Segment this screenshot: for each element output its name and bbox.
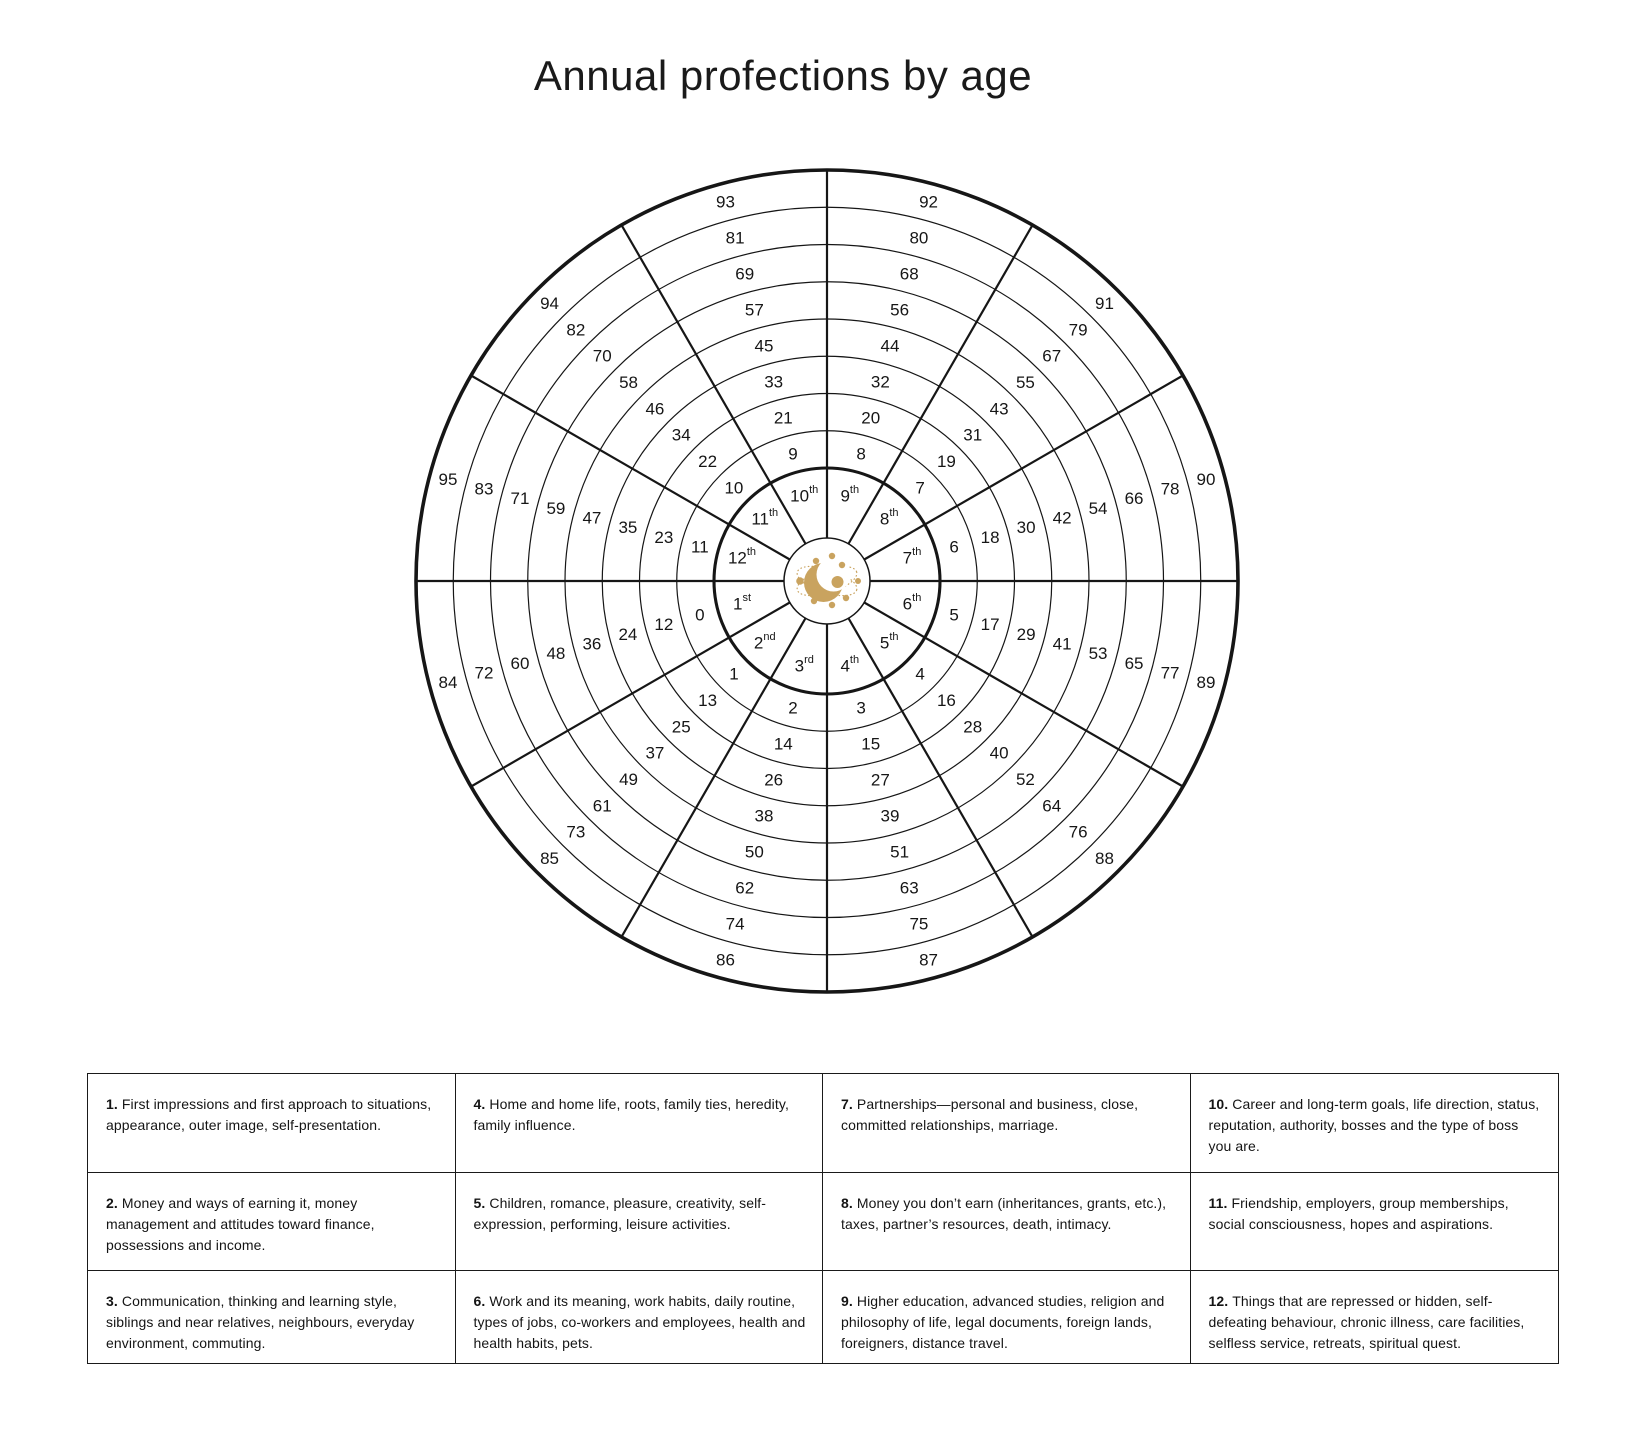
cell-number: 5. (473, 1195, 486, 1211)
house-label: 12th (727, 546, 757, 568)
house-label: 5th (879, 631, 899, 653)
age-label: 27 (870, 770, 890, 790)
cell-number: 11. (1208, 1195, 1228, 1211)
houses-table (87, 1073, 1559, 1364)
age-label: 9 (788, 444, 798, 464)
age-label: 65 (1124, 653, 1144, 673)
age-label: 94 (540, 294, 560, 314)
age-label: 0 (695, 605, 705, 625)
age-label: 87 (919, 950, 939, 970)
age-label: 13 (698, 690, 718, 710)
age-label: 17 (980, 615, 1000, 635)
age-label: 8 (856, 444, 866, 464)
age-label: 22 (698, 452, 718, 472)
house-label: 7th (902, 546, 922, 568)
table-cell-9 (823, 1271, 1191, 1363)
cell-text: Money you don’t earn (inheritances, grants, etc.), taxes, partner’s resources, death, intimacy. (841, 1195, 1167, 1232)
age-label: 70 (592, 346, 612, 366)
orbit-dot (829, 602, 835, 608)
house-label: 1st (732, 591, 752, 614)
age-label: 29 (1016, 624, 1036, 644)
table-cell-7 (823, 1074, 1191, 1173)
age-label: 28 (963, 717, 983, 737)
table-cell-11 (1191, 1173, 1559, 1271)
house-label: 4th (840, 654, 860, 676)
age-label: 73 (566, 822, 586, 842)
house-label: 8th (879, 506, 899, 529)
age-label: 5 (949, 605, 959, 625)
cell-number: 9. (841, 1293, 853, 1309)
orbit-dot (796, 577, 804, 585)
age-label: 38 (754, 806, 774, 826)
age-label: 58 (619, 373, 639, 393)
age-label: 83 (474, 479, 494, 499)
age-label: 50 (744, 842, 764, 862)
table-cell-10 (1191, 1074, 1559, 1173)
age-label: 85 (540, 848, 560, 868)
age-label: 60 (510, 653, 530, 673)
cell-number: 6. (473, 1293, 486, 1309)
age-label: 81 (725, 228, 745, 248)
age-label: 19 (936, 452, 956, 472)
cell-number: 10. (1208, 1096, 1229, 1112)
cell-text: Home and home life, roots, family ties, heredity, family influence. (473, 1096, 789, 1133)
age-label: 21 (773, 408, 793, 428)
cell-text: Things that are repressed or hidden, self-defeating behaviour, chronic illness, care facilities, selfless service, retreats, spiritual quest. (1208, 1293, 1525, 1351)
age-label: 67 (1042, 346, 1062, 366)
table-cell-2 (88, 1173, 456, 1271)
age-label: 20 (861, 408, 881, 428)
age-label: 45 (754, 336, 774, 356)
cell-text: First impressions and first approach to situations, appearance, outer image, self-presentation. (106, 1096, 432, 1133)
age-label: 72 (474, 663, 494, 683)
table-cell-1 (88, 1074, 456, 1173)
orbit-dot (855, 578, 861, 584)
house-label: 9th (840, 483, 860, 506)
age-label: 89 (1196, 673, 1216, 693)
age-label: 82 (566, 320, 586, 340)
age-label: 79 (1068, 320, 1088, 340)
cell-number: 2. (106, 1195, 118, 1211)
age-label: 3 (856, 698, 866, 718)
age-label: 39 (880, 806, 900, 826)
age-label: 64 (1042, 796, 1062, 816)
table-cell-8 (823, 1173, 1191, 1271)
table-cell-5 (456, 1173, 824, 1271)
age-label: 32 (870, 372, 890, 392)
age-label: 42 (1052, 508, 1072, 528)
age-label: 2 (788, 698, 798, 718)
age-label: 49 (619, 769, 639, 789)
age-label: 18 (980, 527, 1000, 547)
age-label: 69 (735, 264, 755, 284)
age-label: 68 (899, 264, 919, 284)
age-label: 40 (989, 743, 1009, 763)
table-cell-3 (88, 1271, 456, 1363)
age-label: 26 (764, 770, 784, 790)
page-title: Annual profections by age (533, 52, 1033, 99)
age-label: 74 (725, 914, 745, 934)
age-label: 4 (915, 664, 925, 684)
age-label: 30 (1016, 518, 1036, 538)
cell-text: Communication, thinking and learning style, siblings and near relatives, neighbours, everyday environment, commuting. (106, 1293, 415, 1351)
cell-text: Children, romance, pleasure, creativity, self-expression, performing, leisure activities. (473, 1195, 767, 1232)
age-label: 59 (546, 498, 566, 518)
planet-dot (832, 576, 844, 588)
cell-text: Friendship, employers, group memberships, social consciousness, hopes and aspirations. (1208, 1195, 1509, 1232)
table-cell-4 (456, 1074, 824, 1173)
age-label: 75 (909, 914, 929, 934)
cell-number: 4. (473, 1096, 486, 1112)
age-label: 95 (438, 469, 458, 489)
cell-text: Career and long-term goals, life direction, status, reputation, authority, bosses and the type of boss you are. (1208, 1096, 1540, 1154)
cell-text: Work and its meaning, work habits, daily routine, types of jobs, co-workers and employees, health and health habits, pets. (473, 1293, 806, 1351)
age-label: 78 (1160, 479, 1180, 499)
age-label: 11 (691, 537, 709, 557)
age-label: 61 (592, 796, 612, 816)
age-label: 55 (1015, 373, 1035, 393)
age-label: 37 (645, 743, 665, 763)
age-label: 1 (729, 664, 739, 684)
age-label: 6 (949, 537, 959, 557)
cell-number: 12. (1208, 1293, 1229, 1309)
age-label: 31 (963, 425, 983, 445)
age-label: 62 (735, 878, 755, 898)
age-label: 88 (1094, 848, 1114, 868)
age-label: 47 (582, 508, 602, 528)
house-label: 10th (790, 483, 819, 506)
age-label: 24 (618, 624, 638, 644)
age-label: 56 (890, 300, 910, 320)
cell-number: 7. (841, 1096, 853, 1112)
age-label: 7 (915, 478, 925, 498)
house-label: 6th (902, 591, 922, 614)
cell-number: 1. (106, 1096, 118, 1112)
age-label: 25 (671, 717, 691, 737)
age-label: 16 (936, 690, 956, 710)
age-label: 77 (1160, 663, 1180, 683)
age-label: 93 (715, 192, 735, 212)
wheel-center-icon (794, 553, 861, 608)
cell-number: 3. (106, 1293, 118, 1309)
age-label: 54 (1088, 498, 1108, 518)
age-label: 36 (582, 634, 602, 654)
age-label: 63 (899, 878, 919, 898)
age-label: 41 (1052, 634, 1072, 654)
age-label: 71 (510, 489, 530, 509)
orbit-dot (813, 558, 819, 564)
table-cell-12 (1191, 1271, 1559, 1363)
orbit-dot (811, 598, 817, 604)
age-label: 10 (724, 478, 744, 498)
age-label: 84 (438, 673, 458, 693)
house-label: 11th (751, 506, 779, 529)
age-label: 52 (1015, 769, 1035, 789)
age-label: 92 (919, 192, 939, 212)
cell-number: 8. (841, 1195, 853, 1211)
age-label: 51 (890, 842, 910, 862)
age-label: 34 (671, 425, 691, 445)
age-label: 44 (880, 336, 900, 356)
age-label: 57 (744, 300, 764, 320)
cell-text: Higher education, advanced studies, religion and philosophy of life, legal documents, foreign lands, foreigners, distance travel. (841, 1293, 1165, 1351)
age-label: 33 (764, 372, 784, 392)
orbit-dot (839, 562, 845, 568)
orbit-dot (843, 595, 849, 601)
age-label: 12 (654, 615, 674, 635)
table-cell-6 (456, 1271, 824, 1363)
orbit-dot (829, 553, 835, 559)
age-label: 15 (861, 734, 881, 754)
age-label: 43 (989, 399, 1009, 419)
age-label: 76 (1068, 822, 1088, 842)
age-label: 35 (618, 518, 638, 538)
age-label: 66 (1124, 489, 1144, 509)
age-label: 90 (1196, 469, 1216, 489)
age-label: 53 (1088, 644, 1108, 664)
age-label: 23 (654, 527, 674, 547)
age-label: 46 (645, 399, 665, 419)
house-label: 2nd (753, 631, 776, 653)
house-label: 3rd (794, 654, 814, 676)
age-label: 91 (1094, 294, 1114, 314)
age-label: 48 (546, 644, 566, 664)
cell-text: Partnerships—personal and business, close, committed relationships, marriage. (841, 1096, 1139, 1133)
age-label: 86 (715, 950, 735, 970)
age-label: 80 (909, 228, 929, 248)
cell-text: Money and ways of earning it, money management and attitudes toward finance, possessions and income. (106, 1195, 375, 1253)
age-label: 14 (773, 734, 793, 754)
